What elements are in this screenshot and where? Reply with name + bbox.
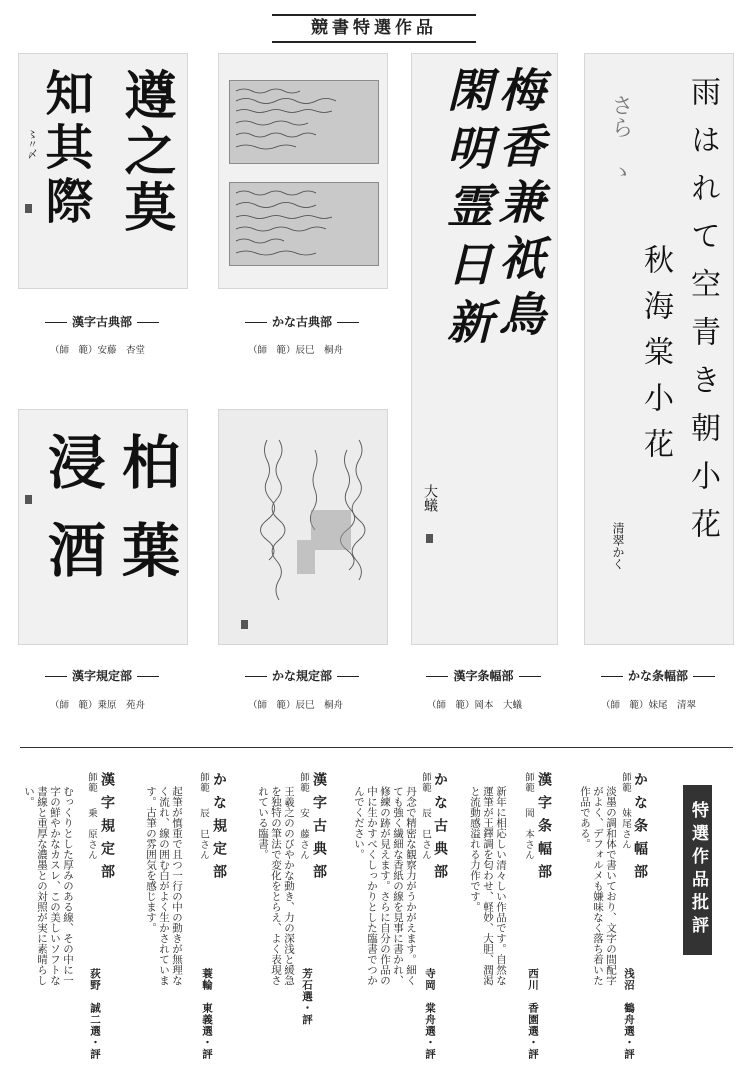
review-role: 師範 bbox=[620, 772, 631, 793]
review-text: 起筆が慎重で且つ一行の中の動きが無理なく流れ、線の囲む白がよく生かされています。古筆の雰囲気を感じます。 bbox=[145, 786, 183, 986]
review-title-kanji-kitei: 漢字規定部 bbox=[99, 772, 115, 887]
review-role: 師範 bbox=[86, 772, 97, 793]
review-author: 乗 原さん bbox=[86, 808, 97, 861]
seal-stamp bbox=[426, 534, 433, 543]
review-text: 丹念で精密な観察力がうかがえます。細くても強く繊細な香紙の線を見事に書かれ、修練の跡が見えます。さらに自分の作品の中に生かすべくしっかりとした臨書でつかんでください。 bbox=[353, 786, 417, 986]
teacher-kana-kitei: （師 範）辰巳 桐舟 bbox=[248, 700, 344, 711]
caption-kana-jofuku: かな条幅部 bbox=[584, 667, 732, 684]
manuscript-sheet bbox=[229, 182, 379, 266]
review-signature: 荻野 誠二選・評 bbox=[89, 968, 101, 1060]
kana-script-lines bbox=[230, 81, 378, 163]
review-role: 師範 bbox=[198, 772, 209, 793]
review-signature: 寺岡 棠舟選・評 bbox=[424, 968, 436, 1060]
review-text: 淡墨の調和体で書いており、文字の間配字がよく、デフォルメも嫌味なく落ち着いた作品である。 bbox=[579, 786, 617, 986]
seal-stamp bbox=[241, 620, 248, 629]
signature-mark: 〻〃〆 bbox=[25, 129, 36, 159]
teacher-kana-koten: （師 範）辰巳 桐舟 bbox=[248, 345, 344, 356]
review-author: 安 藤さん bbox=[298, 808, 309, 861]
review-title-kana-kitei: かな規定部 bbox=[211, 772, 227, 887]
seal-stamp bbox=[25, 495, 32, 504]
artwork-kanji-kitei bbox=[18, 409, 188, 645]
review-author: 辰 巳さん bbox=[198, 808, 209, 861]
caption-kana-koten: かな古典部 bbox=[218, 313, 386, 330]
review-title-kana-koten: かな古典部 bbox=[432, 772, 448, 887]
page-title: 競書特選作品 bbox=[272, 14, 476, 43]
signature-mark: 清翠かく bbox=[611, 522, 625, 570]
artwork-calligraphy: 遵之莫 bbox=[115, 68, 176, 236]
artwork-calligraphy: 雨はれて空青き朝小花 bbox=[685, 76, 720, 556]
artwork-kana-koten bbox=[218, 53, 388, 289]
caption-kanji-jofuku: 漢字条幅部 bbox=[411, 667, 556, 684]
review-author: 辰 巳さん bbox=[420, 808, 431, 861]
teacher-kanji-koten: （師 範）安藤 杏堂 bbox=[50, 345, 146, 356]
seal-stamp bbox=[25, 204, 32, 213]
review-signature: 芳石選・評 bbox=[301, 968, 313, 1026]
review-text: むっくりとした厚みのある線、その中に一字の鮮やかなカスレ、この美しいソフトな書線と重厚な濃墨との対照が実に素晴らしい。 bbox=[23, 786, 74, 986]
kana-script-strokes bbox=[219, 410, 387, 644]
review-role: 師範 bbox=[523, 772, 534, 793]
manuscript-sheet bbox=[229, 80, 379, 164]
artwork-kana-kitei bbox=[218, 409, 388, 645]
review-signature: 浅沼 鶴舟選・評 bbox=[623, 968, 635, 1060]
review-text: 王羲之ののびやかな動き、力の深浅と緩急を独特の筆法で変化をとらえ、よく表現されている臨書。 bbox=[257, 786, 295, 986]
review-role: 師範 bbox=[420, 772, 431, 793]
artwork-kana-jofuku bbox=[584, 53, 734, 645]
review-signature: 西川 香園選・評 bbox=[527, 968, 539, 1060]
artwork-calligraphy: 梅香兼祇鳥 bbox=[492, 66, 546, 346]
caption-kana-kitei: かな規定部 bbox=[218, 667, 386, 684]
signature-mark: 大蟻 bbox=[422, 484, 438, 512]
review-title-kana-jofuku: かな条幅部 bbox=[632, 772, 648, 887]
caption-kanji-kitei: 漢字規定部 bbox=[18, 667, 186, 684]
review-heading: 特選作品批評 bbox=[683, 785, 712, 955]
artwork-kanji-jofuku bbox=[411, 53, 558, 645]
review-role: 師範 bbox=[298, 772, 309, 793]
review-title-kanji-jofuku: 漢字条幅部 bbox=[536, 772, 552, 887]
artwork-calligraphy: 知其際 bbox=[37, 68, 93, 230]
teacher-kana-jofuku: （師 範）妹尾 清翠 bbox=[601, 700, 697, 711]
teacher-kanji-jofuku: （師 範）岡本 大蟻 bbox=[427, 700, 523, 711]
teacher-kanji-kitei: （師 範）乗原 苑舟 bbox=[50, 700, 146, 711]
artwork-kanji-koten bbox=[18, 53, 188, 289]
caption-kanji-koten: 漢字古典部 bbox=[18, 313, 186, 330]
review-text: 新年に相応しい清々しい作品です。自然な運筆が王鐸調を匂わせ、軽妙、大胆、潤渇と流動感溢れる力作です。 bbox=[469, 786, 507, 986]
review-author: 岡 本さん bbox=[523, 808, 534, 861]
artwork-calligraphy: 柏葉 bbox=[112, 432, 180, 608]
faint-kana-mark: さら ゝ bbox=[608, 94, 633, 182]
artwork-calligraphy: 閑明霊日新 bbox=[440, 66, 494, 356]
artwork-calligraphy: 浸酒 bbox=[38, 432, 106, 608]
review-title-kanji-koten: 漢字古典部 bbox=[311, 772, 327, 887]
kana-script-lines bbox=[230, 183, 378, 265]
review-author: 妹尾さん bbox=[620, 808, 631, 850]
review-signature: 蓑輪 東義選・評 bbox=[201, 968, 213, 1060]
artwork-calligraphy: 秋海棠小花 bbox=[638, 244, 673, 474]
section-divider bbox=[20, 747, 733, 748]
